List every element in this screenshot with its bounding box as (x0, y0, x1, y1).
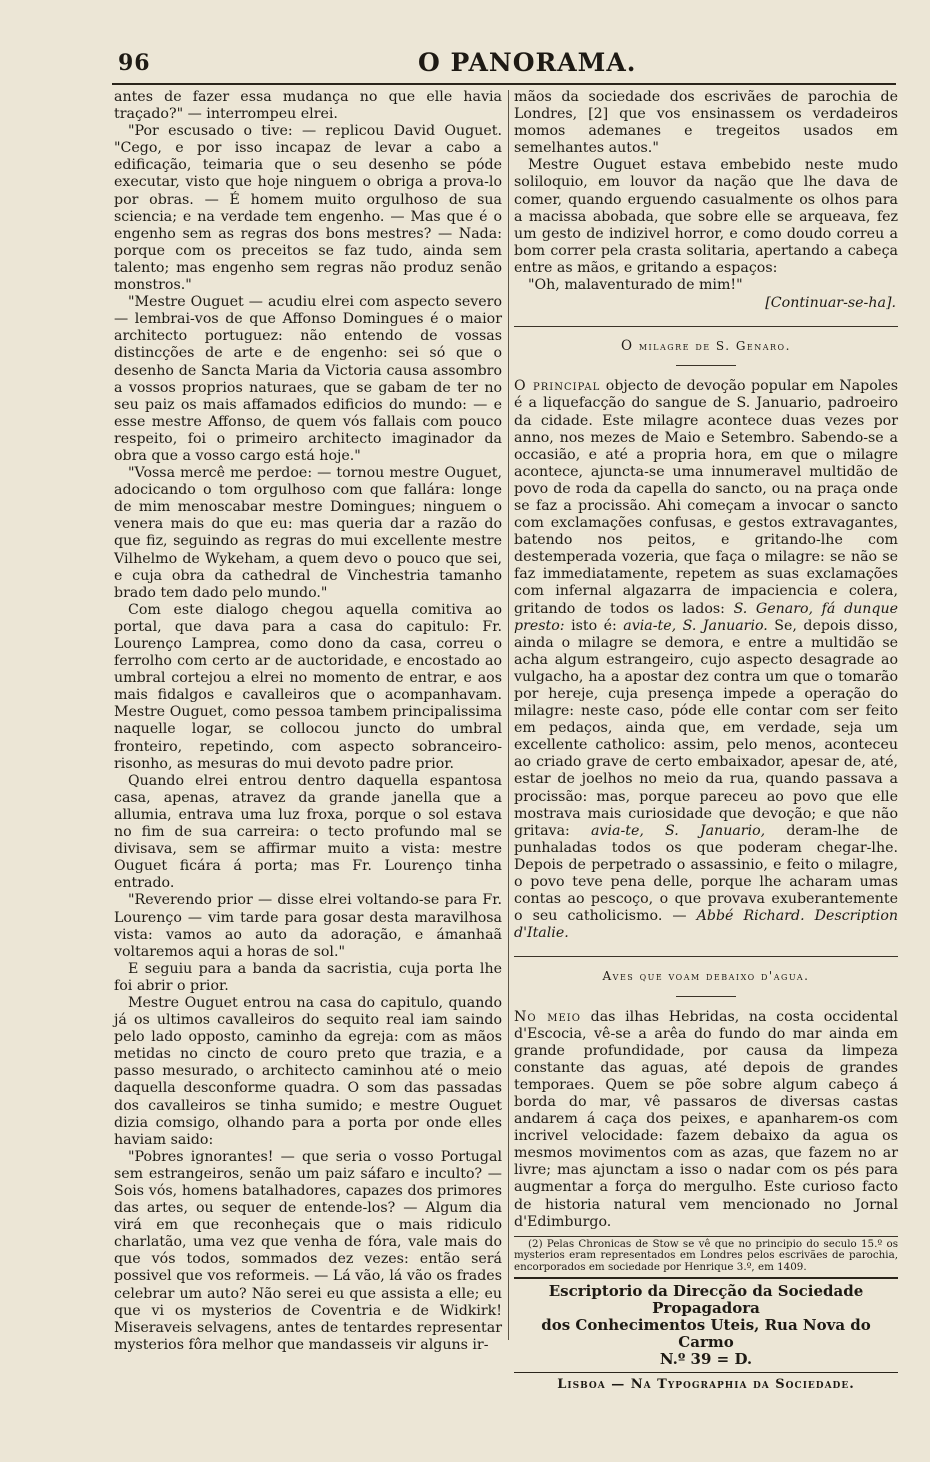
column-divider (508, 90, 509, 1340)
masthead-title: O PANORAMA. (418, 48, 637, 77)
imprint-rule (514, 1277, 898, 1279)
paragraph: mãos da sociedade dos escrivães de parochia de Londres, [2] que vos ensinassem os verdadeiros momos ademanes e tregeitos usados em semelhantes autos." (514, 89, 898, 157)
title-underline (676, 996, 736, 997)
paragraph: Mestre Ouguet estava embebido neste mudo soliloquio, em louvor da nação que lhe dava de comer, quando erguendo casualmente os olhos para a macissa abobada, que sobre elle se arqueava, fez um gesto de indizivel horror, e como doudo correu a bom correr pela crasta solitaria, apertando a cabeça entre as mãos, e gritando a espaços: (514, 157, 898, 276)
body-text: objecto de devoção popular em Napoles é a liquefacção do sangue de S. Januario, padroeiro da cidade. Este milagre acontece duas vezes por anno, nos mezes de Maio e Setembro. Sabendo-se a occasião, e até a propria hora, em que o milagre acontece, ajuncta-se uma innumeravel multidão de povo de roda da capella do sancto, ou na praça onde se faz a procissão. Ahi começam a invocar o sancto com exclamações confusas, e gestos extravagantes, batendo nos peitos, e gritando-lhe com destemperada vozeria, que faça o milagre: se não se faz immediatamente, repetem as suas exclamações com infernal algazarra de impaciencia e colera, gritando de todos os lados: (514, 378, 899, 617)
paragraph: Quando elrei entrou dentro daquella espantosa casa, apenas, atravez da grande janella que a allumia, entrava uma luz froxa, porque o sol estava no fim de sua carreira: o tecto profundo mal se divisava, sem se affirmar muito a vista: mestre Ouguet ficára á porta; mas Fr. Lourenço tinha entrado. (114, 772, 502, 892)
imprint-rule (514, 1372, 898, 1373)
section-divider (514, 326, 898, 327)
paragraph: "Por escusado o tive: — replicou David Ouguet. "Cego, e por isso incapaz de levar a cabo a edificação, teimaria que o seu desenho se póde executar, visto que hoje ninguem o obriga a prova-lo por obras. — É homem muito orgulhoso de sua sciencia; e na verdade tem engenho. — Mas que é o engenho sem as regras dos bons mestres? — Nada: porque com os preceitos se faz tudo, ainda sem talento; mas engenho sem regras não produz senão monstros." (114, 123, 502, 294)
page-number: 96 (118, 50, 151, 76)
title-initial: O (621, 338, 634, 355)
paragraph: "Pobres ignorantes! — que seria o vosso Portugal sem estrangeiros, senão um paiz sáfaro e inculto? — Sois vós, homens batalhadores, capazes dos primores das artes, ou sequer de entende-los? — Algum dia virá em que reconheçais que o mais ridiculo charlatão, uma vez que venha de fóra, vale mais do que vós todos, sommados dez vezes: então será possivel que vos reformeis. — Lá vão, lá vão os frades celebrar um auto? Não serei eu que assista a elle; eu que vi os mysterios de Coventria e de Widkirk! Miseraveis selvagens, antes de tentardes representar mysterios fôra melhor que mandasseis vir alguns ir- (114, 1148, 502, 1353)
paragraph: Mestre Ouguet entrou na casa do capitulo, quando já os ultimos cavalleiros do sequito real iam saindo pelo lado opposto, caminho da egreja: com as mãos metidas no cincto de couro preto que trazia, e a passo mesurado, o architecto caminhou até o meio daquella desconforme quadra. O som das passadas dos cavalleiros se tinha sumido; e mestre Ouguet dizia comsigo, olhando para a porta por onde elles haviam saido: (114, 994, 502, 1148)
quote: avia-te, S. Januario. (623, 617, 768, 634)
continuation-note: [Continuar-se-ha]. (765, 295, 896, 312)
paragraph: "Reverendo prior — disse elrei voltando-se para Fr. Lourenço — vim tarde para gosar desta maravilhosa vista: vamos ao auto da adoração, e ámanhaã voltaremos aqui a horas de sol." (114, 892, 502, 960)
source-citation: Abbé Richard. Description d'Italie. (514, 908, 899, 942)
paragraph: E seguiu para a banda da sacristia, cuja porta lhe foi abrir o prior. (114, 960, 502, 994)
article-body-aves (514, 1009, 898, 1231)
title-text: Aves que voam debaixo d'agua. (602, 969, 810, 984)
article-title-milagre (514, 338, 898, 355)
right-column (514, 89, 898, 1393)
printer-line: Lisboa — Na Typographia da Sociedade. (557, 1376, 855, 1392)
lead-words: No meio (514, 1008, 581, 1025)
paragraph: "Mestre Ouguet — acudiu elrei com aspecto severo — lembrai-vos de que Affonso Domingues é o maior architecto portuguez: não entendo de vossas distincções de arte e de engenho: sei só que o desenho de Sancta Maria da Victoria causa assombro a vossos proprios naturaes, que se gabam de ter no seu paiz os mais affamados edificios do mundo: — e esse mestre Affonso, de quem vós fallais com pouco respeito, foi o primeiro architecto imaginador da obra que a vosso cargo está hoje." (114, 294, 502, 464)
article-body-milagre (514, 378, 898, 942)
paragraph: Com este dialogo chegou aquella comitiva ao portal, que dava para a casa do capitulo: Fr. Lourenço Lamprea, como dono da casa, correu o ferrolho com certo ar de auctoridade, e encostado ao umbral cortejou a elrei no momento de entrar, e aos mais fidalgos e cavalleiros que o acompanhavam. Mestre Ouguet, como pessoa tambem principalissima naquelle logar, se collocou juncto do umbral fronteiro, repetindo, com aspecto sobranceiro-risonho, as mesuras do mui devoto padre prior. (114, 601, 502, 772)
paragraph: "Oh, malaventurado de mim!" (528, 277, 743, 294)
body-text: das ilhas Hebridas, na costa occidental d'Escocia, vê-se a arêa do fundo do mar ainda em grande profundidade, por causa da limpeza constante das aguas, até depois de grandes temporaes. Quem se põe sobre algum cabeço á borda do mar, vê passaros de diversas castas andarem á caça dos peixes, e apanharem-os com incrivel velocidade: fazem debaixo da agua os mesmos movimentos com as azas, que fazem no ar livre; mas ajunctam a isso o nadar com os pés para augmentar a força do mergulho. Este curioso facto de historia natural vem mencionado no Jornal d'Edimburgo. (514, 1008, 899, 1230)
header-rule (112, 83, 896, 85)
imprint-line: N.º 39 = D. (659, 1349, 753, 1368)
imprint-line: Escriptorio da Direcção da Sociedade Propagadora (548, 1281, 864, 1317)
footnote-rule (514, 1236, 898, 1237)
left-column (114, 89, 502, 1354)
paragraph: "Vossa mercê me perdoe: — tornou mestre Ouguet, adocicando o tom orgulhoso com que fallára: longe de mim menoscabar mestre Domingues; ninguem o venera mais do que eu: mas queria dar a razão do que fiz, seguindo as regras do mui excellente mestre Vilhelmo de Wykeham, a quem devo o pouco que sei, e cuja obra da cathedral de Vinchestria tamanho brado tem dado pelo mundo." (114, 465, 502, 601)
footnote: (2) Pelas Chronicas de Stow se vê que no principio do seculo 15.º os mysterios eram representados em Londres pelos escrivães de parochia, encorporados em sociedade por Henrique 3.º, em 1409. (514, 1237, 898, 1273)
lead-words: O principal (514, 378, 601, 395)
article-title-aves (514, 968, 898, 985)
imprint-line: dos Conhecimentos Uteis, Rua Nova do Carmo (541, 1315, 871, 1351)
paragraph: antes de fazer essa mudança no que elle havia traçado?" — interrompeu elrei. (114, 89, 502, 123)
quote: avia-te, S. Januario, (591, 822, 766, 839)
body-text: deram-lhe de punhaladas todos os que poderam chegar-lhe. Depois de perpetrado o assassinio, e feito o milagre, o povo teve pena delle, porque lhe acharam umas contas ao pescoço, o que provava exuberantemente o seu catholicismo. — (514, 822, 899, 925)
section-divider (514, 956, 898, 957)
quote: S. Genaro, fá dunque presto: (514, 600, 898, 634)
title-underline (676, 365, 736, 366)
body-text: isto é: (571, 617, 617, 634)
body-text: Se, depois disso, ainda o milagre se demora, e entre a multidão se acha algum estrangeiro, cujo aspecto desagrade ao vulgacho, ha a apostar dez contra um que o tomarão por hereje, cuja presença impede a operação do milagre: neste caso, póde elle contar com ser feito em pedaços, ainda que, em verdade, seja um excellente catholico: assim, pelo menos, aconteceu ao criado grave de certo embaixador, apesar de, até, estar de joelhos no meio da rua, quando passava a procissão: mas, porque pareceu ao povo que elle mostrava mais curiosidade que devoção; e que não gritava: (514, 617, 899, 839)
title-text: milagre de S. Genaro. (638, 339, 791, 354)
